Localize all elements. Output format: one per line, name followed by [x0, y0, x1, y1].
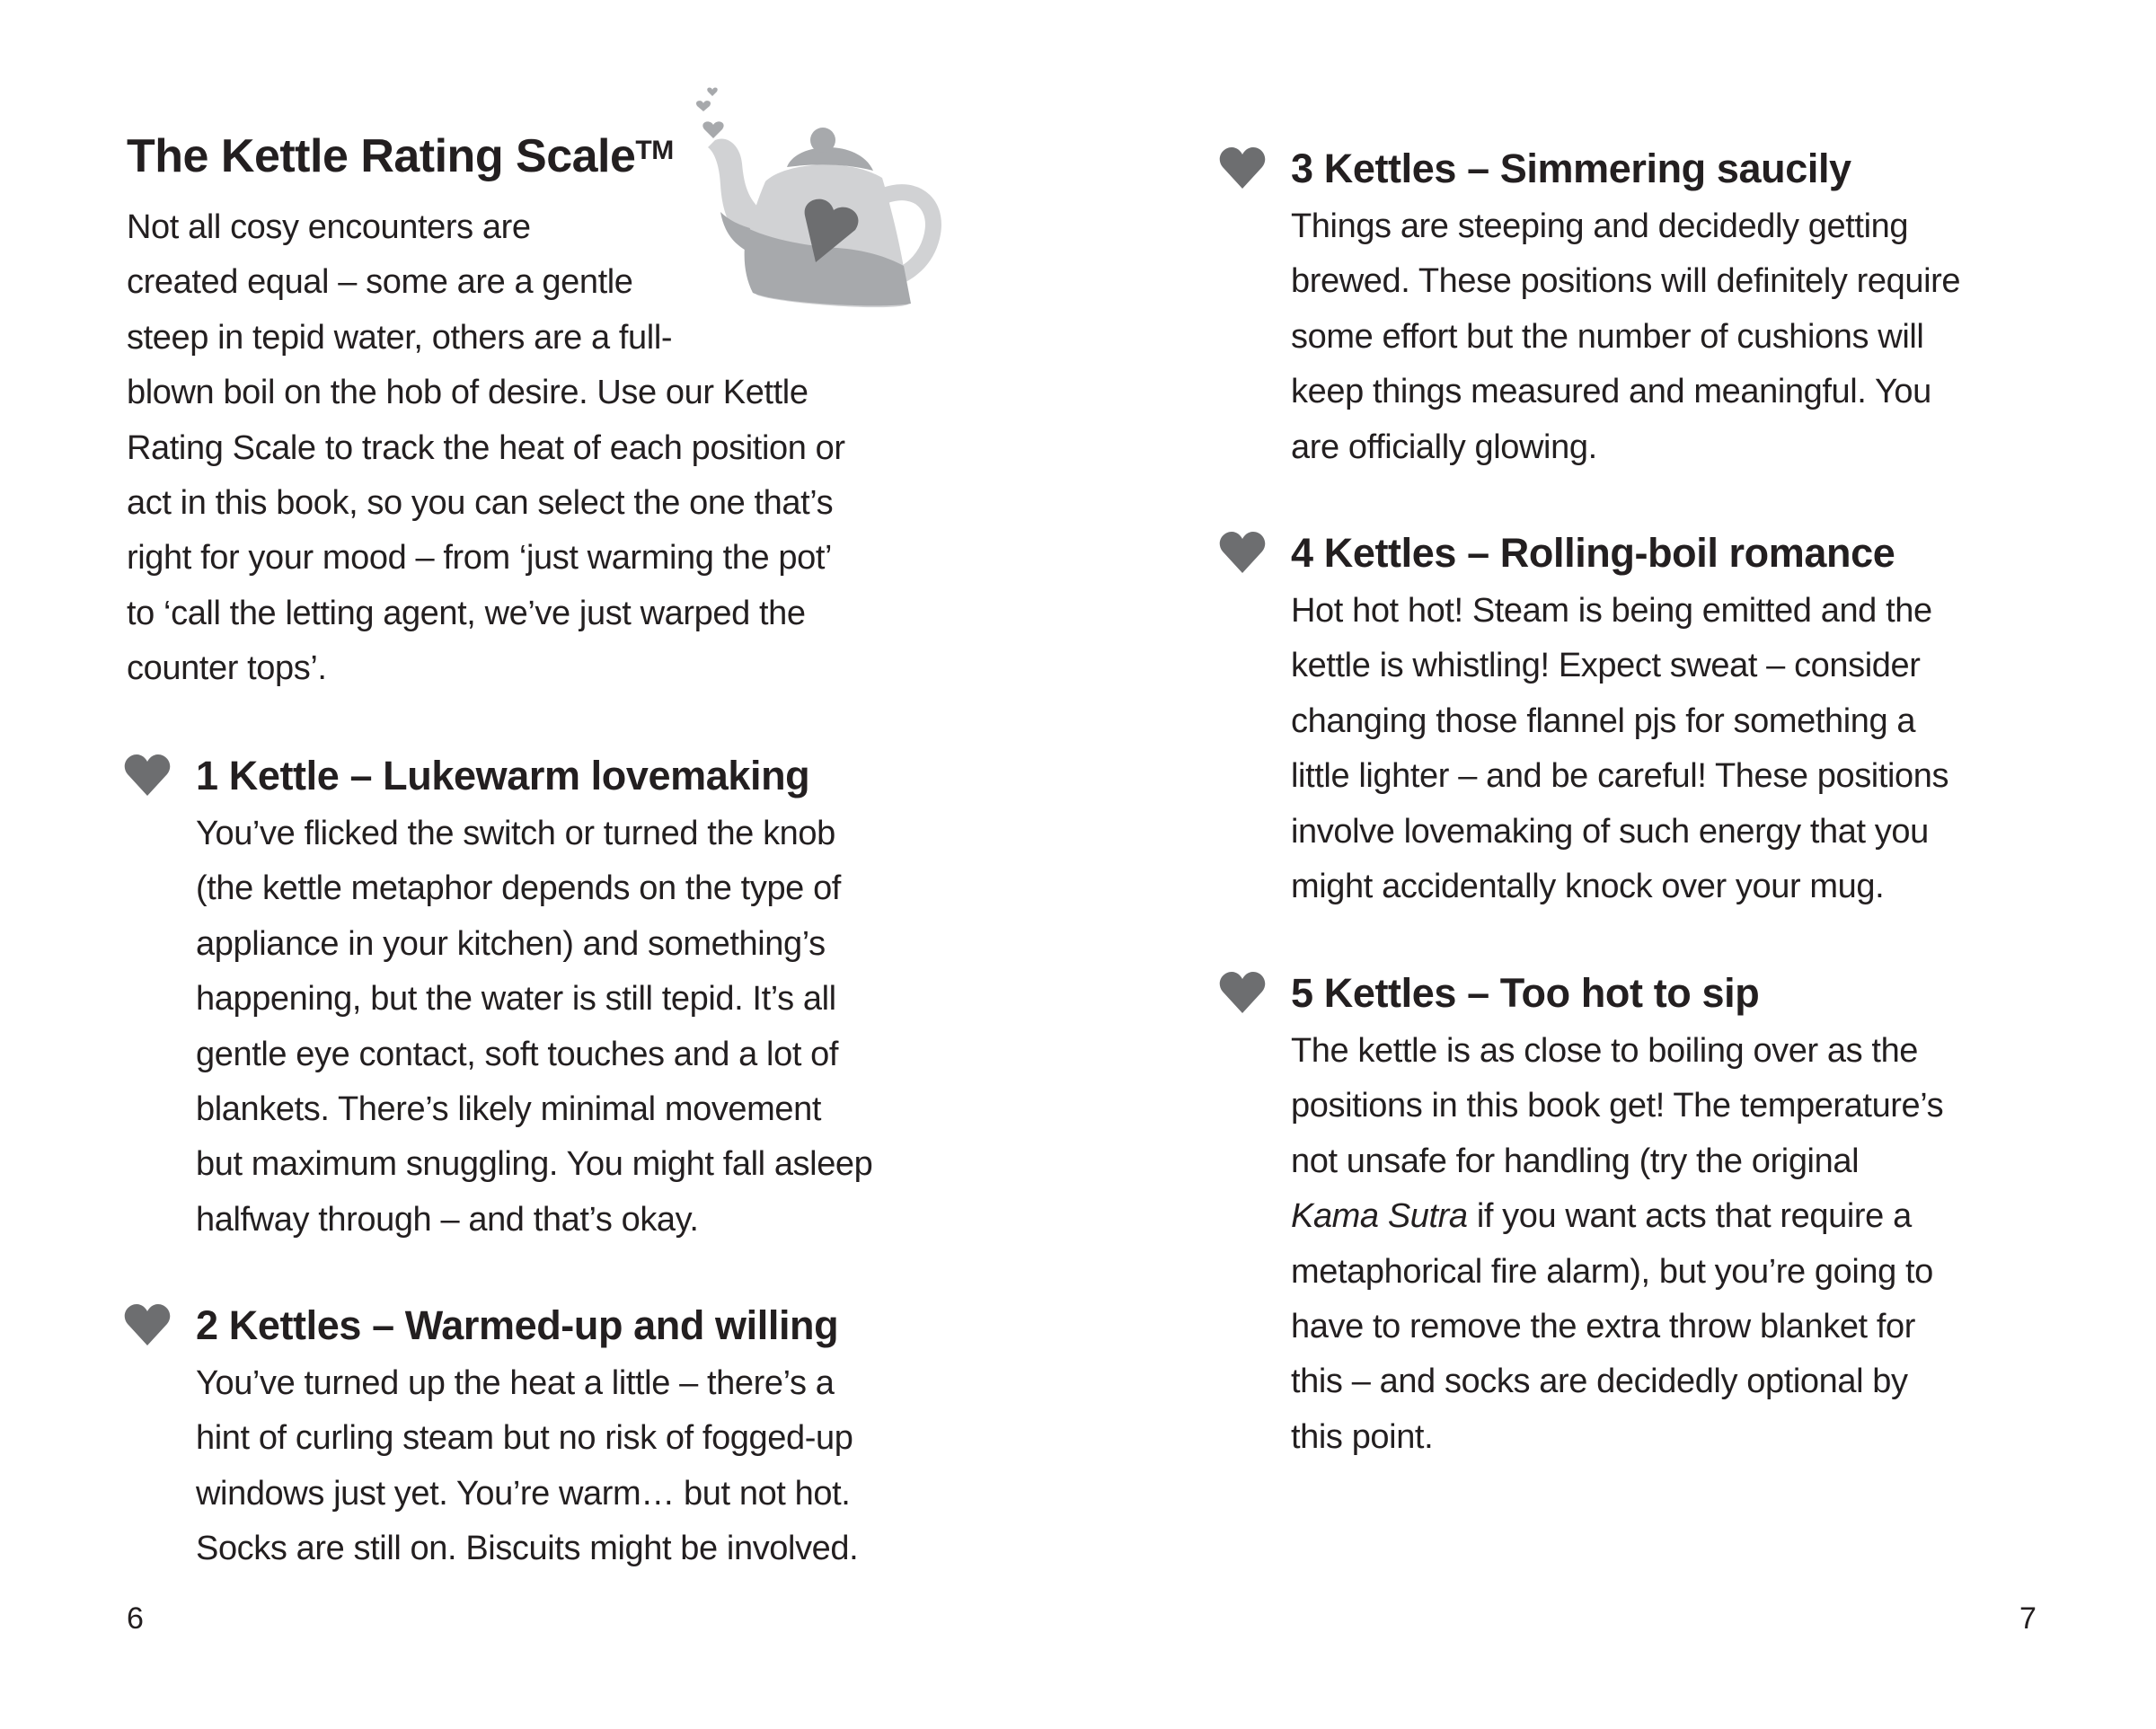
entry-line: happening, but the water is still tepid. It’s all: [196, 980, 836, 1019]
entry-line: halfway through – and that’s okay.: [196, 1200, 699, 1239]
trademark-symbol: TM: [635, 136, 674, 165]
entry-line: Hot hot hot! Steam is being emitted and the: [1291, 592, 1932, 630]
intro-line: steep in tepid water, others are a full-: [127, 318, 673, 357]
entry-line: positions in this book get! The temperature’s: [1291, 1087, 1944, 1125]
intro-line: act in this book, so you can select the one that’s: [127, 483, 834, 522]
entry-line: some effort but the number of cushions will: [1291, 317, 1924, 356]
intro-line: blown boil on the hob of desire. Use our Kettle: [127, 374, 808, 412]
entry-heading: 5 Kettles – Too hot to sip: [1291, 970, 1760, 1016]
heart-icon: [1219, 972, 1266, 1013]
entry-line: are officially glowing.: [1291, 428, 1597, 466]
page-title: [127, 130, 674, 182]
entry-heading: 2 Kettles – Warmed-up and willing: [196, 1302, 839, 1348]
entry-line: The kettle is as close to boiling over as the: [1291, 1032, 1919, 1070]
entry-line: [1291, 1189, 1943, 1244]
entry-line: gentle eye contact, soft touches and a lot of: [196, 1035, 839, 1073]
entry-line: have to remove the extra throw blanket for: [1291, 1307, 1916, 1345]
entry-line: might accidentally knock over your mug.: [1291, 867, 1885, 905]
entry-body: [196, 1356, 858, 1577]
entry-body: [196, 807, 872, 1248]
entry-line: but maximum snuggling. You might fall asleep: [196, 1145, 873, 1184]
title-text: The Kettle Rating Scale: [127, 130, 636, 182]
italic-book-title: Kama Sutra: [1291, 1197, 1468, 1236]
entry-line: this point.: [1291, 1417, 1434, 1456]
teapot-lid-knob: [810, 128, 835, 153]
steam-heart-medium-icon: [696, 101, 711, 111]
intro-paragraph: [127, 200, 989, 697]
entry-line: metaphorical fire alarm), but you’re going to: [1291, 1252, 1933, 1291]
intro-line: right for your mood – from ‘just warming the pot’: [127, 539, 833, 578]
entry-line: Things are steeping and decidedly getting: [1291, 207, 1909, 245]
entry-line: You’ve turned up the heat a little – there’s a: [196, 1364, 835, 1402]
intro-line: to ‘call the letting agent, we’ve just warped the: [127, 594, 806, 632]
entry-line: kettle is whistling! Expect sweat – consider: [1291, 647, 1921, 685]
entry-line: (the kettle metaphor depends on the type of: [196, 869, 841, 908]
entry-line: this – and socks are decidedly optional by: [1291, 1363, 1908, 1401]
entry-heading: 4 Kettles – Rolling-boil romance: [1291, 530, 1895, 576]
entry-line: hint of curling steam but no risk of fogged-up: [196, 1419, 853, 1458]
entry-line: windows just yet. You’re warm… but not hot.: [196, 1474, 851, 1513]
entry-heading: 3 Kettles – Simmering saucily: [1291, 146, 1851, 191]
intro-line: created equal – some are a gentle: [127, 263, 633, 302]
entry-line: appliance in your kitchen) and something’s: [196, 924, 826, 963]
heart-icon: [124, 1304, 171, 1345]
page-number: 6: [127, 1601, 144, 1636]
entry-line: blankets. There’s likely minimal movement: [196, 1089, 822, 1128]
entry-line: brewed. These positions will definitely require: [1291, 262, 1961, 301]
entry-line-rest: if you want acts that require a: [1476, 1197, 1912, 1236]
page-number: 7: [2019, 1601, 2037, 1636]
entry-line: keep things measured and meaningful. You: [1291, 373, 1931, 411]
entry-line: little lighter – and be careful! These positions: [1291, 757, 1949, 796]
entry-line: changing those flannel pjs for something a: [1291, 701, 1916, 740]
intro-line: Rating Scale to track the heat of each position or: [127, 428, 845, 467]
intro-line: counter tops’.: [127, 649, 327, 688]
steam-heart-small-icon: [707, 88, 717, 96]
entry-line: involve lovemaking of such energy that you: [1291, 812, 1929, 851]
entry-body: [1291, 199, 1960, 475]
heart-icon: [1219, 147, 1266, 189]
entry-heading: 1 Kettle – Lukewarm lovemaking: [196, 753, 810, 798]
heart-icon: [124, 754, 171, 796]
entry-body: [1291, 584, 1948, 914]
entry-body: [1291, 1024, 1943, 1465]
entry-line: You’ve flicked the switch or turned the knob: [196, 815, 835, 852]
right-page: [1078, 0, 2156, 1729]
intro-line: Not all cosy encounters are: [127, 208, 531, 246]
steam-heart-large-icon: [702, 121, 723, 138]
heart-icon: [1219, 532, 1266, 573]
entry-line: not unsafe for handling (try the original: [1291, 1142, 1860, 1180]
entry-line: Socks are still on. Biscuits might be involved.: [196, 1530, 859, 1568]
